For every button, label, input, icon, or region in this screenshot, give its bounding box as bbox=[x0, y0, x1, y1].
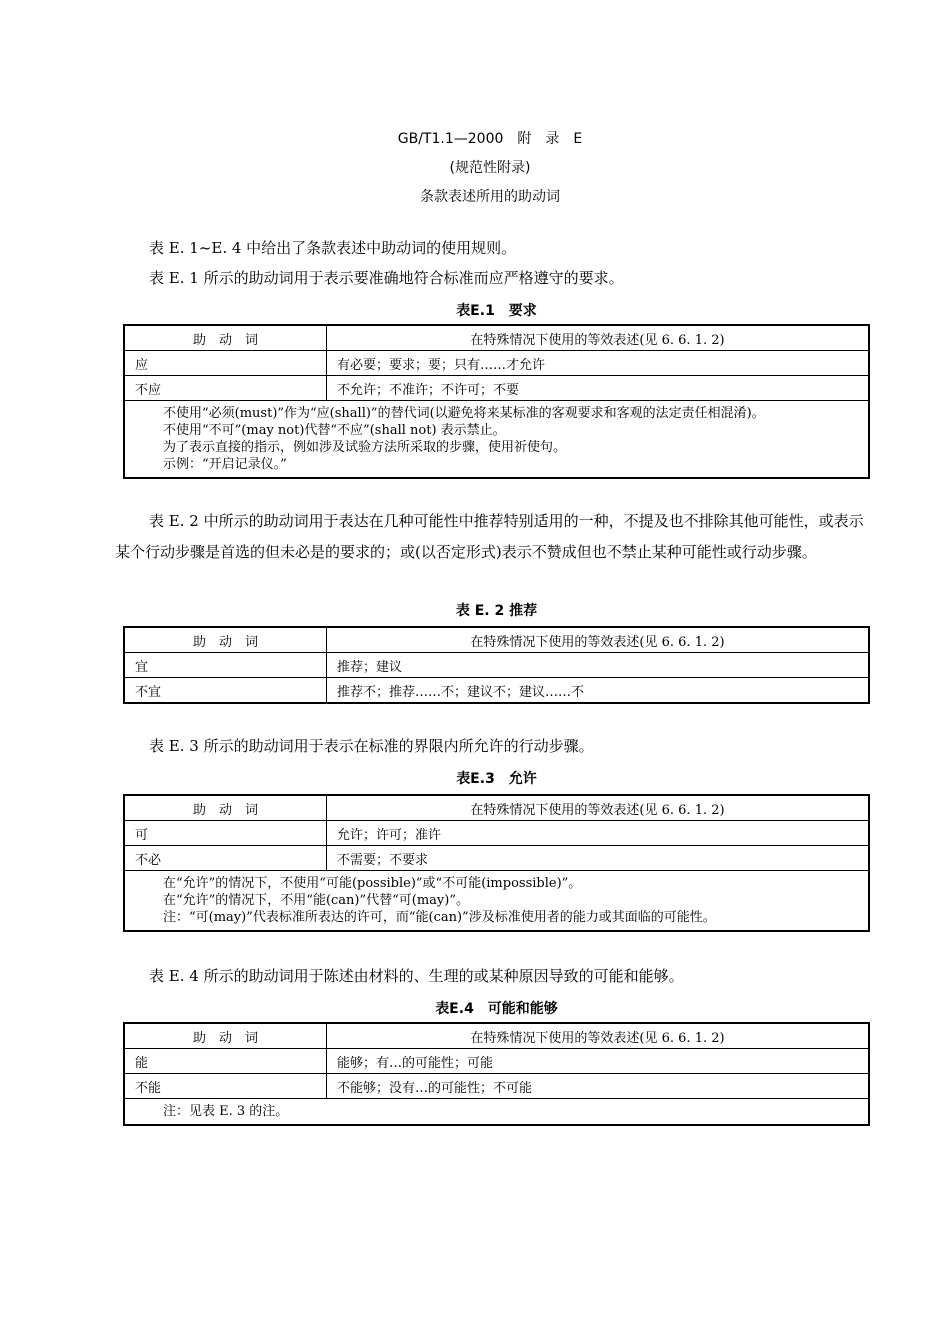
verb-cell: 可 bbox=[124, 821, 327, 846]
equivalent-cell: 有必要；要求；要；只有……才允许 bbox=[327, 351, 870, 376]
column-header-equivalent: 在特殊情况下使用的等效表述(见 6. 6. 1. 2) bbox=[327, 795, 870, 821]
note-line: 在“允许”的情况下，不用“能(can)”代替“可(may)”。 bbox=[163, 893, 469, 908]
equivalent-cell: 不允许；不准许；不许可；不要 bbox=[327, 376, 870, 401]
note-line: 为了表示直接的指示，例如涉及试验方法所采取的步骤，使用祈使句。 bbox=[163, 440, 567, 455]
table-row bbox=[124, 351, 869, 376]
verb-cell: 应 bbox=[124, 351, 327, 376]
column-header-verb: 助 动 词 bbox=[124, 1023, 327, 1049]
equivalent-cell: 允许；许可；准许 bbox=[327, 821, 870, 846]
table-e1 bbox=[123, 324, 870, 479]
verb-cell: 不宜 bbox=[124, 678, 327, 704]
table-e3-caption: 表E.3 允许 bbox=[456, 771, 537, 787]
equivalent-cell: 不能够；没有…的可能性；不可能 bbox=[327, 1074, 870, 1099]
table-row bbox=[124, 653, 869, 678]
table-notes bbox=[124, 871, 869, 932]
table-e4-caption: 表E.4 可能和能够 bbox=[435, 1001, 558, 1017]
column-header-equivalent: 在特殊情况下使用的等效表述(见 6. 6. 1. 2) bbox=[327, 627, 870, 653]
equivalent-cell: 推荐不；推荐……不；建议不；建议……不 bbox=[327, 678, 870, 704]
table-notes bbox=[124, 1099, 869, 1126]
table-e2-caption: 表 E. 2 推荐 bbox=[455, 603, 538, 619]
table-e3-description: 表 E. 3 所示的助动词用于表示在标准的界限内所允许的行动步骤。 bbox=[149, 737, 594, 755]
verb-cell: 不应 bbox=[124, 376, 327, 401]
column-header-equivalent: 在特殊情况下使用的等效表述(见 6. 6. 1. 2) bbox=[327, 325, 870, 351]
verb-cell: 能 bbox=[124, 1049, 327, 1074]
appendix-title: 条款表述所用的助动词 bbox=[420, 189, 560, 205]
table-header-row bbox=[124, 795, 869, 821]
table-row bbox=[124, 678, 869, 704]
table-e4 bbox=[123, 1022, 870, 1126]
table-row bbox=[124, 821, 869, 846]
table-header-row bbox=[124, 627, 869, 653]
table-row bbox=[124, 846, 869, 871]
table-notes-row bbox=[124, 871, 869, 932]
column-header-verb: 助 动 词 bbox=[124, 627, 327, 653]
verb-cell: 宜 bbox=[124, 653, 327, 678]
table-row bbox=[124, 1049, 869, 1074]
document-header-code: GB/T1.1—2000 附 录 E bbox=[397, 131, 583, 147]
table-header-row bbox=[124, 1023, 869, 1049]
table-notes-row bbox=[124, 1099, 869, 1126]
table-row bbox=[124, 376, 869, 401]
table-e2-description: 表 E. 2 中所示的助动词用于表达在几种可能性中推荐特别适用的一种，不提及也不排除其他可能性，或表示某个行动步骤是首选的但未必是的要求的；或(以否定形式)表示不赞成但也不禁止某种可能性或行动步骤。 bbox=[115, 512, 864, 561]
verb-cell: 不必 bbox=[124, 846, 327, 871]
equivalent-cell: 不需要；不要求 bbox=[327, 846, 870, 871]
note-line: 在“允许”的情况下，不使用“可能(possible)”或“不可能(impossible)”。 bbox=[163, 876, 582, 891]
table-row bbox=[124, 1074, 869, 1099]
table-header-row bbox=[124, 325, 869, 351]
note-line: 不使用“必须(must)”作为“应(shall)”的替代词(以避免将来某标准的客观要求和客观的法定责任相混淆)。 bbox=[163, 406, 765, 421]
note-line: 不使用“不可”(may not)代替“不应”(shall not) 表示禁止。 bbox=[163, 423, 506, 438]
column-header-verb: 助 动 词 bbox=[124, 795, 327, 821]
intro-paragraph-1: 表 E. 1~E. 4 中给出了条款表述中助动词的使用规则。 bbox=[149, 239, 517, 257]
note-line: 注：“可(may)”代表标准所表达的许可，而“能(can)”涉及标准使用者的能力或其面临的可能性。 bbox=[163, 910, 716, 925]
table-notes bbox=[124, 401, 869, 479]
note-line: 注：见表 E. 3 的注。 bbox=[163, 1104, 289, 1119]
table-e1-caption: 表E.1 要求 bbox=[456, 303, 537, 319]
equivalent-cell: 能够；有…的可能性；可能 bbox=[327, 1049, 870, 1074]
table-e3 bbox=[123, 794, 870, 932]
table-notes-row bbox=[124, 401, 869, 479]
column-header-equivalent: 在特殊情况下使用的等效表述(见 6. 6. 1. 2) bbox=[327, 1023, 870, 1049]
table-e2 bbox=[123, 626, 870, 704]
appendix-type: (规范性附录) bbox=[449, 160, 531, 176]
note-line: 示例：“开启记录仪。” bbox=[163, 457, 287, 472]
intro-paragraph-2: 表 E. 1 所示的助动词用于表示要准确地符合标准而应严格遵守的要求。 bbox=[149, 269, 624, 287]
verb-cell: 不能 bbox=[124, 1074, 327, 1099]
table-e4-description: 表 E. 4 所示的助动词用于陈述由材料的、生理的或某种原因导致的可能和能够。 bbox=[149, 967, 684, 985]
equivalent-cell: 推荐；建议 bbox=[327, 653, 870, 678]
column-header-verb: 助 动 词 bbox=[124, 325, 327, 351]
